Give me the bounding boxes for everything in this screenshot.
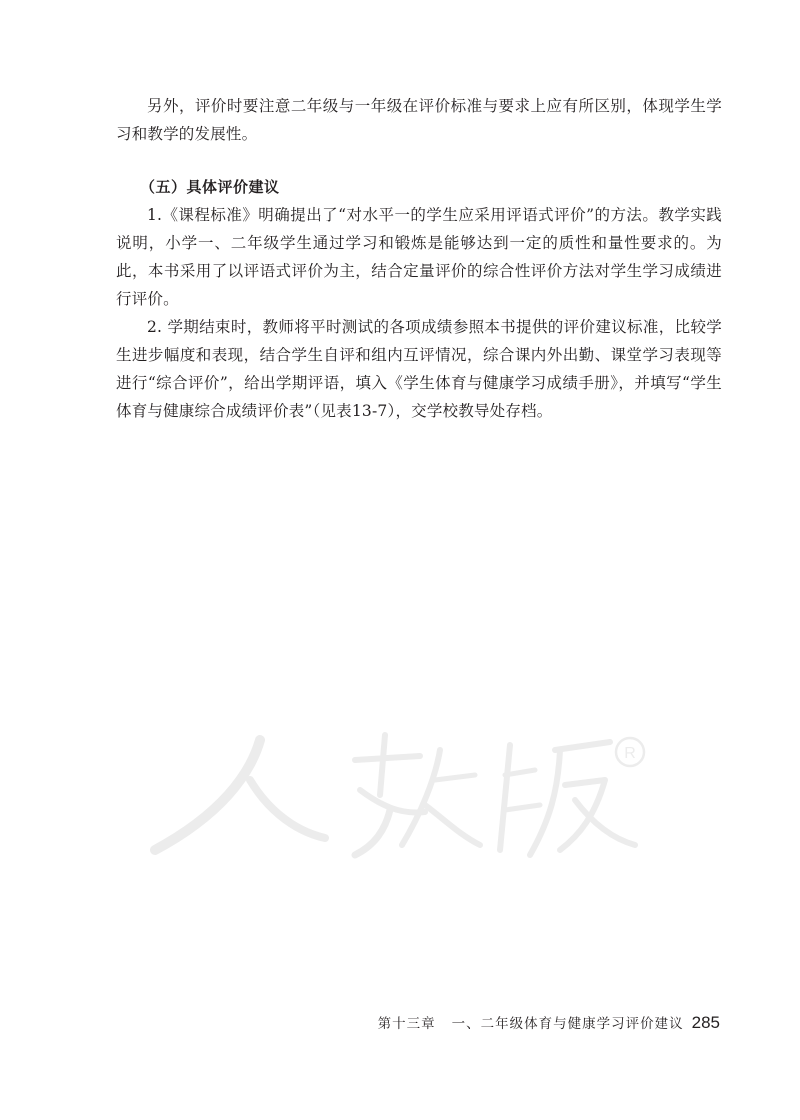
section-heading: （五）具体评价建议 (140, 178, 280, 196)
registered-mark: R (624, 745, 636, 762)
item-1-paragraph: 1.《课程标准》明确提出了“对水平一的学生应采用评语式评价”的方法。教学实践说明，小学一、二年级学生通过学习和锻炼是能够达到一定的质性和量性要求的。为此，本书采用了以评语式评价为主，结合定量评价的综合性评价方法对学生学习成绩进行评价。 (116, 206, 722, 308)
page-footer (378, 1012, 720, 1033)
page-body (116, 92, 722, 425)
publisher-watermark-logo (140, 720, 660, 870)
item-2-paragraph: 2. 学期结束时，教师将平时测试的各项成绩参照本书提供的评价建议标准，比较学生进步幅度和表现，结合学生自评和组内互评情况，综合课内外出勤、课堂学习表现等进行“综合评价”，给出学期评语，填入《学生体育与健康学习成绩手册》，并填写“学生体育与健康综合成绩评价表”（见表13-7），交学校教导处存档。 (116, 318, 722, 420)
footer-chapter: 第十三章 (377, 1016, 436, 1032)
intro-paragraph: 另外，评价时要注意二年级与一年级在评价标准与要求上应有所区别，体现学生学习和教学的发展性。 (116, 97, 722, 143)
footer-section-title: 一、二年级体育与健康学习评价建议 (451, 1016, 684, 1032)
page-number: 285 (691, 1013, 720, 1032)
